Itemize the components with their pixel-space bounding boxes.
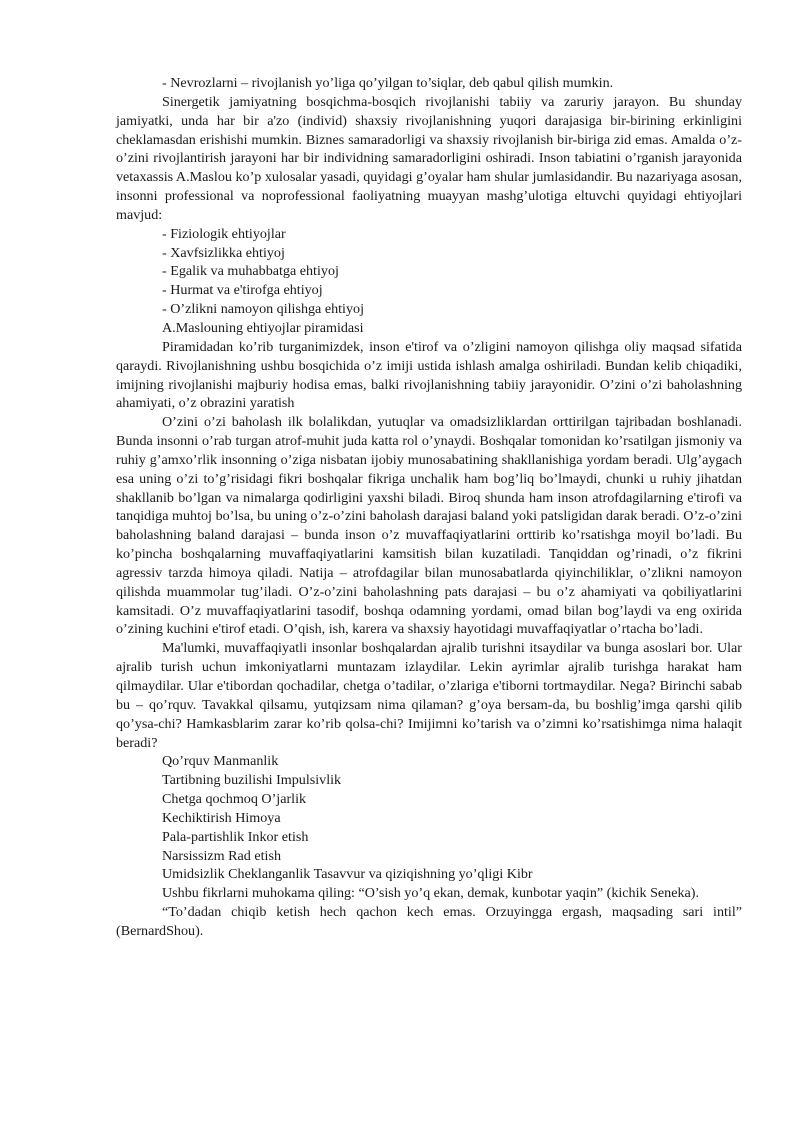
quote-paragraph: “To’dadan chiqib ketish hech qachon kech emas. Orzuyingga ergash, maqsading sari intil” (BernardShou). (116, 904, 742, 939)
list-item: Chetga qochmoq O’jarlik (162, 791, 307, 808)
paragraph: O’zini o’zi baholash ilk bolalikdan, yutuqlar va omadsizliklardan orttirilgan tajribadan boshlanadi. Bunda insonni o’rab turgan atrof-muhit juda katta rol o’ynaydi. Boshqalar tomonidan ko’rsatilgan jismoniy va ruhiy g’amxo’rlik insonning o’ziga nisbatan ijobiy munosabatining shakllanishiga yordam beradi. Ulg’aygach esa uning o’zi to’g’risidagi fikri boshqalar fikriga unchalik ham bog’liq bo’lmaydi, chunki u ruhiy jihatdan shakllanib bo’lgan va nimalarga qodirligini yaxshi biladi. Biroq shunda ham inson atrofdagilarning e'tirofi va tanqidiga muhtoj bo’lsa, bu uning o’z-o’zini baholash darajasi baland yoki patsligidan darak beradi. O’z-o’zini baholashning baland darajasi – bunda inson o’z muvaffaqiyatlarini orttirib ko’rsatishga moyil bo’ladi. Bu ko’pincha boshqalarning muvaffaqiyatlarini kamsitish bilan kuzatiladi. Tanqiddan og’rinadi, o’z fikrini agressiv tarzda himoya qiladi. Natija – atrofdagilar bilan munosabatlarda qiyinchiliklar, o’zlikni namoyon qilishda muammolar tug’iladi. O’z-o’zini baholashning pats darajasi – bu o’z ahamiyati va qobiliyatlarini kamsitadi. O’z muvaffaqiyatlarini tasodif, boshqa odamning yordami, omad bilan bog’laydi va eng oxirida o’zining kuchini e'tirof etadi. O’qish, ish, karera va shaxsiy hayotidagi muvaffaqiyatlar o’rtacha bo’ladi. (116, 414, 742, 638)
list-item: - Fiziologik ehtiyojlar (162, 225, 286, 242)
list-item: Qo’rquv Manmanlik (162, 753, 279, 770)
list-item: Kechiktirish Himoya (162, 809, 281, 826)
list-item: - Egalik va muhabbatga ehtiyoj (162, 263, 339, 280)
paragraph: Ma'lumki, muvaffaqiyatli insonlar boshqalardan ajralib turishni itsaydilar va bunga asoslari bor. Ular ajralib turish uchun imkoniyatlarni muntazam izlaydilar. Lekin ayrimlar ajralib turishga harakat ham qilmaydilar. Ular e'tibordan qochadilar, chetga o’tadilar, o’zlariga e'tiborni tortmaydilar. Nega? Birinchi sabab bu – qo’rquv. Tavakkal qilsamu, yutqizsam nima qilaman? g’oya bersam-da, bu boshlig’imga qarshi qilib qo’ysa-chi? Hamkasblarim zarar ko’rib qolsa-chi? Imijimni ko’tarish va o’zimni ko’rsatishimga nima halaqit beradi? (116, 640, 742, 751)
list-item: - O’zlikni namoyon qilishga ehtiyoj (162, 301, 364, 318)
text-line: - Nevrozlarni – rivojlanish yo’liga qo’yilgan to’siqlar, deb qabul qilish mumkin. (162, 75, 614, 91)
list-item: Pala-partishlik Inkor etish (162, 828, 309, 845)
quote-paragraph: Ushbu fikrlarni muhokama qiling: “O’sish yo’q ekan, demak, kunbotar yaqin” (kichik Seneka). (162, 885, 700, 902)
list-item: - Xavfsizlikka ehtiyoj (162, 244, 285, 261)
list-item: Umidsizlik Cheklanganlik Tasavvur va qiziqishning yo’qligi Kibr (162, 866, 533, 883)
paragraph: Sinergetik jamiyatning bosqichma-bosqich rivojlanishi tabiiy va zaruriy jarayon. Bu shunday jamiyatki, unda har bir a'zo (individ) shaxsiy rivojlanishning yuqori darajasiga bir-birining erkinligini cheklamasdan erishishi mumkin. Biznes samaradorligi va shaxsiy rivojlanish bir-biriga zid emas. Amalda o’z-o’zini rivojlantirish jarayoni har bir individning samaradorligini oshiradi. Inson tabiatini o’rganish jarayonida vetaxassis A.Maslou ko’p xulosalar yasadi, quyidagi g’oyalar ham shular jumlasidandir. Bu nazariyaga asosan, insonni professional va noprofessional faoliyatning muayyan mashg’ulotiga eltuvchi quyidagi ehtiyojlari mavjud: (116, 93, 742, 223)
list-item: Narsissizm Rad etish (162, 847, 281, 864)
caption-line: A.Maslouning ehtiyojlar piramidasi (162, 319, 364, 336)
list-item: Tartibning buzilishi Impulsivlik (162, 772, 342, 789)
document-page (116, 74, 742, 941)
paragraph: Piramidadan ko’rib turganimizdek, inson e'tirof va o’zligini namoyon qilishga oliy maqsad sifatida qaraydi. Rivojlanishning ushbu bosqichida o’z imiji ustida ishlash amalga oshiriladi. Bundan kelib chiqadiki, imijning rivojlanishi majburiy hodisa emas, balki rivojlanishning tabiiy jarayonidir. O’zini o’zi baholashning ahamiyati, o’z obrazini yaratish (116, 338, 742, 412)
list-item: - Hurmat va e'tirofga ehtiyoj (162, 282, 323, 299)
